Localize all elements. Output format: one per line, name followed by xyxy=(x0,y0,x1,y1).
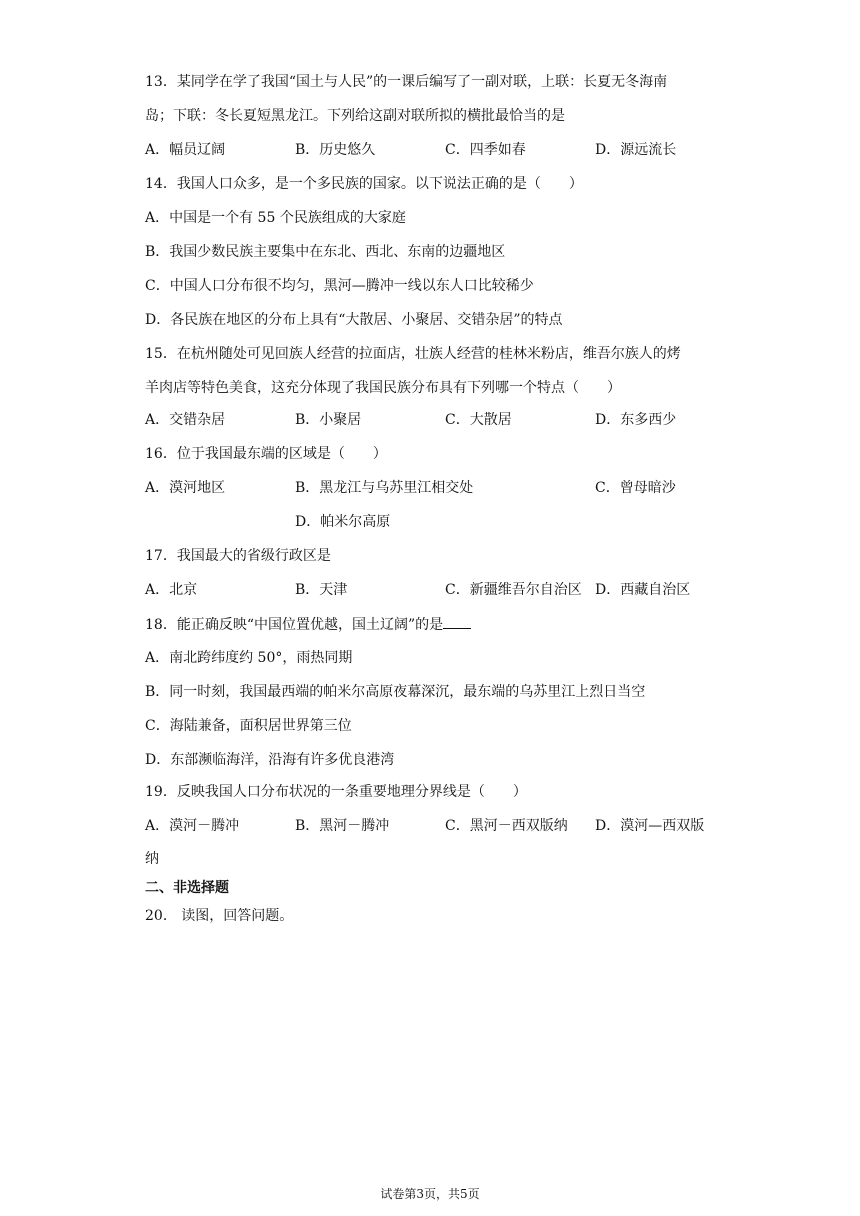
q19-option-d-wrap: 纳 xyxy=(145,851,159,867)
q13-option-a: A．幅员辽阔 xyxy=(145,142,226,158)
q18-option-d: D．东部濒临海洋，沿海有许多优良港湾 xyxy=(145,752,395,768)
q17-option-a: A．北京 xyxy=(145,582,198,598)
q16-option-c: C．曾母暗沙 xyxy=(595,480,676,496)
q15-option-b: B．小聚居 xyxy=(295,412,362,428)
q13-option-d: D．源远流长 xyxy=(595,142,677,158)
answer-blank xyxy=(443,614,471,629)
q17-option-b: B．天津 xyxy=(295,582,348,598)
q14-option-d: D．各民族在地区的分布上具有“大散居、小聚居、交错杂居”的特点 xyxy=(145,312,563,328)
q18-option-b: B．同一时刻，我国最西端的帕米尔高原夜幕深沉，最东端的乌苏里江上烈日当空 xyxy=(145,684,646,700)
q14-option-c: C．中国人口分布很不均匀，黑河—腾冲一线以东人口比较稀少 xyxy=(145,278,534,294)
q15-option-a: A．交错杂居 xyxy=(145,412,226,428)
q13-option-c: C．四季如春 xyxy=(445,142,526,158)
q14-option-b: B．我国少数民族主要集中在东北、西北、东南的边疆地区 xyxy=(145,244,506,260)
q18-stem-text: 18．能正确反映“中国位置优越，国土辽阔”的是 xyxy=(145,617,444,633)
q16-option-d: D．帕米尔高原 xyxy=(295,514,391,530)
q15-stem-line1: 15．在杭州随处可见回族人经营的拉面店，壮族人经营的桂林米粉店，维吾尔族人的烤 xyxy=(145,346,681,362)
q19-stem: 19．反映我国人口分布状况的一条重要地理分界线是（ ） xyxy=(145,784,527,800)
q13-stem-line1: 13．某同学在学了我国“国土与人民”的一课后编写了一副对联，上联：长夏无冬海南 xyxy=(145,74,668,90)
q16-stem: 16．位于我国最东端的区域是（ ） xyxy=(145,446,387,462)
q14-stem: 14．我国人口众多，是一个多民族的国家。以下说法正确的是（ ） xyxy=(145,176,583,192)
q19-option-d: D．漠河—西双版 xyxy=(595,818,705,834)
q13-stem-line2: 岛；下联：冬长夏短黑龙江。下列给这副对联所拟的横批最恰当的是 xyxy=(145,108,565,124)
q19-option-b: B．黑河－腾冲 xyxy=(295,818,390,834)
q16-option-a: A．漠河地区 xyxy=(145,480,226,496)
q17-stem: 17．我国最大的省级行政区是 xyxy=(145,548,331,564)
q17-option-c: C．新疆维吾尔自治区 xyxy=(445,582,582,598)
q19-option-a: A．漠河－腾冲 xyxy=(145,818,240,834)
q18-option-c: C．海陆兼备，面积居世界第三位 xyxy=(145,718,352,734)
section-title: 二、非选择题 xyxy=(145,880,229,896)
q15-option-c: C．大散居 xyxy=(445,412,512,428)
q18-stem xyxy=(145,614,471,635)
q14-option-a: A．中国是一个有 55 个民族组成的大家庭 xyxy=(145,210,406,226)
page-footer: 试卷第3页，共5页 xyxy=(380,1187,480,1201)
q15-option-d: D．东多西少 xyxy=(595,412,677,428)
q13-option-b: B．历史悠久 xyxy=(295,142,376,158)
q15-stem-line2: 羊肉店等特色美食，这充分体现了我国民族分布具有下列哪一个特点（ ） xyxy=(145,380,621,396)
q17-option-d: D．西藏自治区 xyxy=(595,582,691,598)
q18-option-a: A．南北跨纬度约 50°，雨热同期 xyxy=(145,650,353,666)
q19-option-c: C．黑河－西双版纳 xyxy=(445,818,568,834)
q16-option-b: B．黑龙江与乌苏里江相交处 xyxy=(295,480,474,496)
q20-stem: 20． 读图，回答问题。 xyxy=(145,908,294,924)
